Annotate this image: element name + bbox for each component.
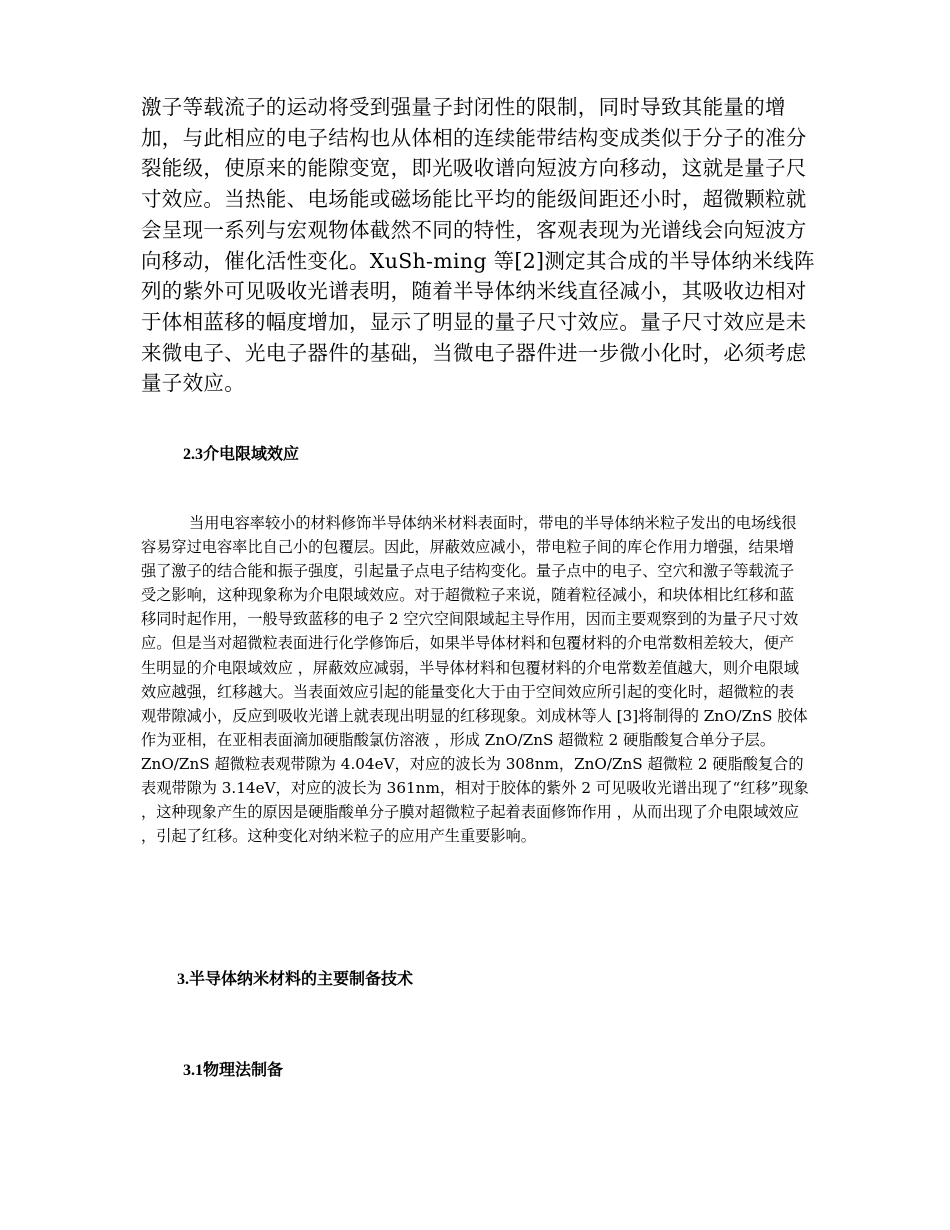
section-heading-3-1: 3.1物理法制备 [183, 1062, 284, 1079]
body-paragraph-dielectric-confinement [141, 511, 809, 848]
section-heading-2-3: 2.3介电限域效应 [183, 446, 300, 463]
body-paragraph-dielectric-confinement-text: 当用电容率较小的材料修饰半导体纳米材料表面时，带电的半导体纳米粒子发出的电场线很容易穿过电容率比自己小的包覆层。因此，屏蔽效应减小，带电粒子间的库仑作用力增强，结果增强了激子的结合能和振子强度，引起量子点电子结构变化。量子点中的电子、空穴和激子等载流子受之影响，这种现象称为介电限域效应。对于超微粒子来说，随着粒径减小，和块体相比红移和蓝移同时起作用，一般导致蓝移的电子 2 空穴空间限域起主导作用，因而主要观察到的为量子尺寸效应。但是当对超微粒表面进行化学修饰后，如果半导体材料和包覆材料的介电常数相差较大，便产生明显的介电限域效应 ，屏蔽效应减弱，半导体材料和包覆材料的介电常数差值越大，则介电限域效应越强，红移越大。当表面效应引起的能量变化大于由于空间效应所引起的变化时，超微粒的表观带隙减小，反应到吸收光谱上就表现出明显的红移现象。刘成林等人 [3]将制得的 ZnO/ZnS 胶体作为亚相，在亚相表面滴加硬脂酸氯仿溶液 ，形成 ZnO/ZnS 超微粒 2 硬脂酸复合单分子层。 ZnO/ZnS 超微粒表观带隙为 4.04eV，对应的波长为 308nm，ZnO/ZnS 超微粒 2 硬脂酸复合的表观带隙为 3.14eV，对应的波长为 361nm，相对于胶体的紫外 2 可见吸收光谱出现了“红移”现象 ，这种现象产生的原因是硬脂酸单分子膜对超微粒子起着表面修饰作用 ，从而出现了介电限域效应 ，引起了红移。这种变化对纳米粒子的应用产生重要影响。 [141, 514, 809, 846]
section-heading-3: 3.半导体纳米材料的主要制备技术 [177, 971, 414, 988]
body-paragraph-quantum-size-effect: 激子等载流子的运动将受到强量子封闭性的限制，同时导致其能量的增加，与此相应的电子结构也从体相的连续能带结构变成类似于分子的准分裂能级，使原来的能隙变宽，即光吸收谱向短波方向移动，这就是量子尺寸效应。当热能、电场能或磁场能比平均的能级间距还小时，超微颗粒就会呈现一系列与宏观物体截然不同的特性，客观表现为光谱线会向短波方向移动，催化活性变化。XuSh-ming 等[2]测定其合成的半导体纳米线阵列的紫外可见吸收光谱表明，随着半导体纳米线直径减小，其吸收边相对于体相蓝移的幅度增加，显示了明显的量子尺寸效应。量子尺寸效应是未来微电子、光电子器件的基础，当微电子器件进一步微小化时，必须考虑量子效应。 [141, 95, 815, 396]
